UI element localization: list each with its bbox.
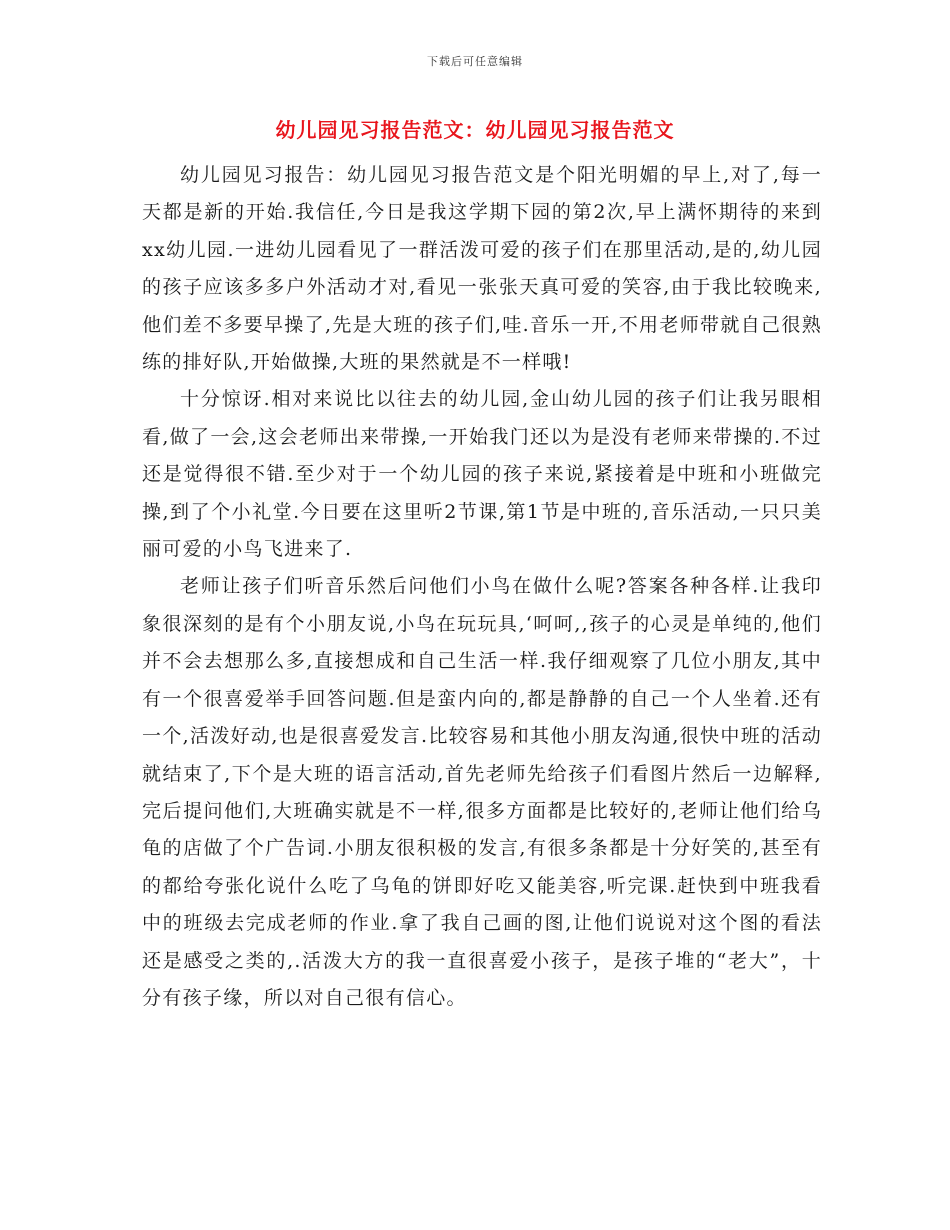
paragraph: 十分惊讶.相对来说比以往去的幼儿园,金山幼儿园的孩子们让我另眼相看,做了一会,这会老师出来带操,一开始我门还以为是没有老师来带操的.不过还是觉得很不错.至少对于一个幼儿园的孩子来说,紧接着是中班和小班做完操,到了个小礼堂.今日要在这里听2节课,第1节是中班的,音乐活动,一只只美丽可爱的小鸟飞进来了. (142, 388, 822, 561)
document-title: 幼儿园见习报告范文：幼儿园见习报告范文 (275, 118, 675, 142)
page-header-note: 下载后可任意编辑 (427, 55, 523, 68)
document-body (142, 157, 822, 1017)
paragraph: 幼儿园见习报告：幼儿园见习报告范文是个阳光明媚的早上,对了,每一天都是新的开始.我信任,今日是我这学期下园的第2次,早上满怀期待的来到xx幼儿园.一进幼儿园看见了一群活泼可爱的孩子们在那里活动,是的,幼儿园的孩子应该多多户外活动才对,看见一张张天真可爱的笑容,由于我比较晚来,他们差不多要早操了,先是大班的孩子们,哇.音乐一开,不用老师带就自己很熟练的排好队,开始做操,大班的果然就是不一样哦! (142, 164, 822, 374)
paragraph: 老师让孩子们听音乐然后问他们小鸟在做什么呢?答案各种各样.让我印象很深刻的是有个小朋友说,小鸟在玩玩具,‘呵呵,,孩子的心灵是单纯的,他们并不会去想那么多,直接想成和自己生活一样.我仔细观察了几位小朋友,其中有一个很喜爱举手回答问题.但是蛮内向的,都是静静的自己一个人坐着.还有一个,活泼好动,也是很喜爱发言.比较容易和其他小朋友沟通,很快中班的活动就结束了,下个是大班的语言活动,首先老师先给孩子们看图片然后一边解释,完后提问他们,大班确实就是不一样,很多方面都是比较好的,老师让他们给乌龟的店做了个广告词.小朋友很积极的发言,有很多条都是十分好笑的,甚至有的都给夸张化说什么吃了乌龟的饼即好吃又能美容,听完课.赶快到中班我看中的班级去完成老师的作业.拿了我自己画的图,让他们说说对这个图的看法还是感受之类的,.活泼大方的我一直很喜爱小孩子，是孩子堆的“老大”，十分有孩子缘，所以对自己很有信心。 (142, 575, 822, 1009)
